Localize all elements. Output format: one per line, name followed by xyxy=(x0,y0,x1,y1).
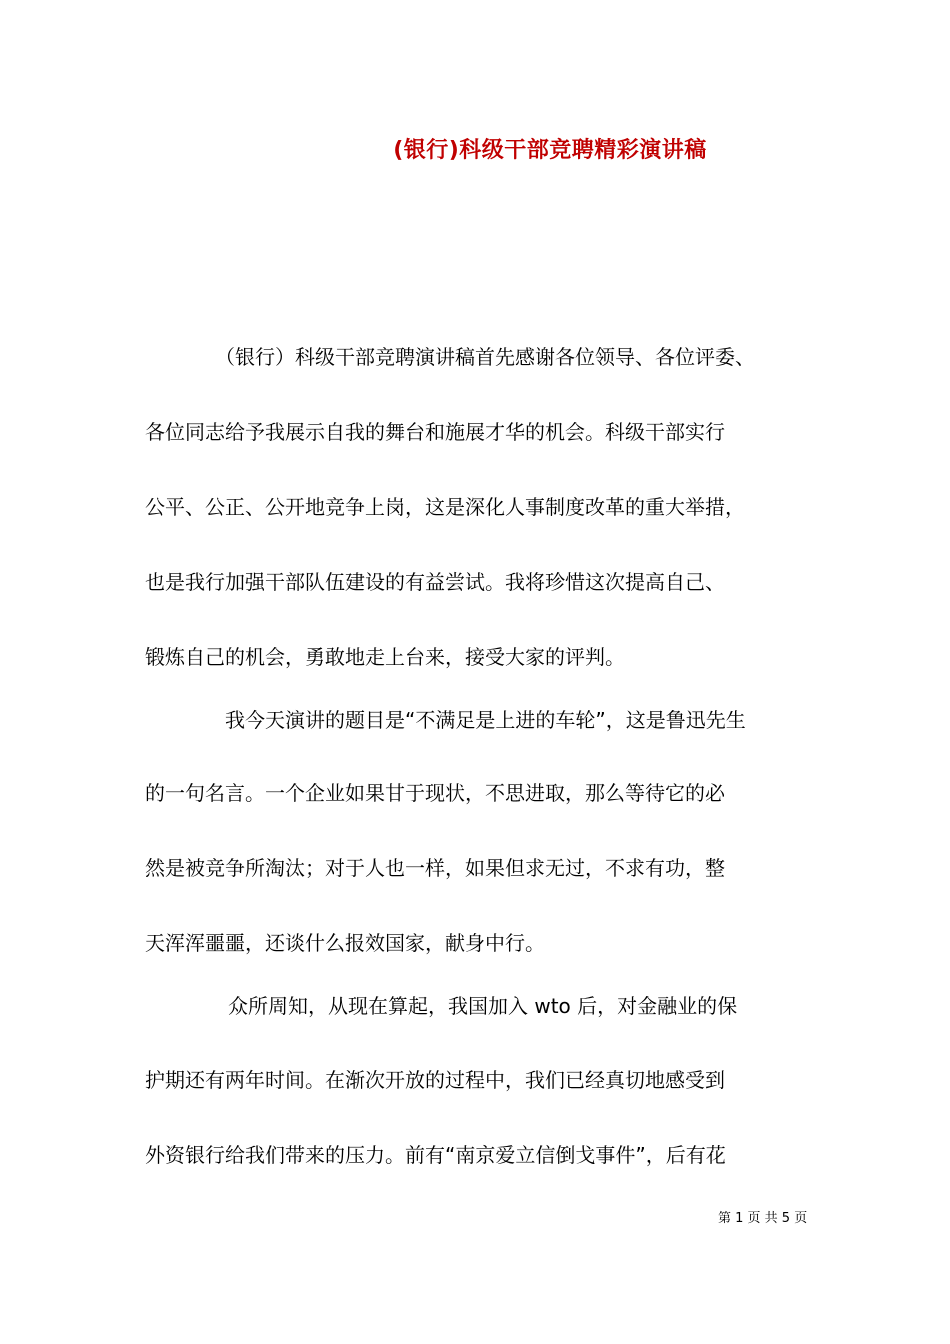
paragraph-1-line-5: 锻炼自己的机会，勇敢地走上台来，接受大家的评判。 xyxy=(145,645,625,669)
paragraph-3-line-3: 外资银行给我们带来的压力。前有“南京爱立信倒戈事件”，后有花 xyxy=(145,1143,726,1167)
paragraph-1-line-2: 各位同志给予我展示自我的舞台和施展才华的机会。科级干部实行 xyxy=(145,420,725,444)
paragraph-1-line-3: 公平、公正、公开地竞争上岗，这是深化人事制度改革的重大举措， xyxy=(145,495,745,519)
paragraph-3-line-2: 护期还有两年时间。在渐次开放的过程中，我们已经真切地感受到 xyxy=(145,1068,725,1092)
paragraph-1-line-4: 也是我行加强干部队伍建设的有益尝试。我将珍惜这次提高自己、 xyxy=(145,570,725,594)
paragraph-3-line-1: 众所周知，从现在算起，我国加入 wto 后，对金融业的保 xyxy=(228,994,738,1018)
paragraph-2-line-3: 然是被竞争所淘汰；对于人也一样，如果但求无过，不求有功，整 xyxy=(145,856,725,880)
paragraph-2-line-4: 天浑浑噩噩，还谈什么报效国家，献身中行。 xyxy=(145,931,545,955)
document-title: (银行)科级干部竞聘精彩演讲稿 xyxy=(393,138,707,163)
paragraph-2-line-1: 我今天演讲的题目是“不满足是上进的车轮”，这是鲁迅先生 xyxy=(225,708,746,732)
paragraph-1-line-1: （银行）科级干部竞聘演讲稿首先感谢各位领导、各位评委、 xyxy=(215,345,755,369)
paragraph-2-line-2: 的一句名言。一个企业如果甘于现状，不思进取，那么等待它的必 xyxy=(145,781,725,805)
page-number-footer: 第 1 页 共 5 页 xyxy=(718,1211,808,1226)
